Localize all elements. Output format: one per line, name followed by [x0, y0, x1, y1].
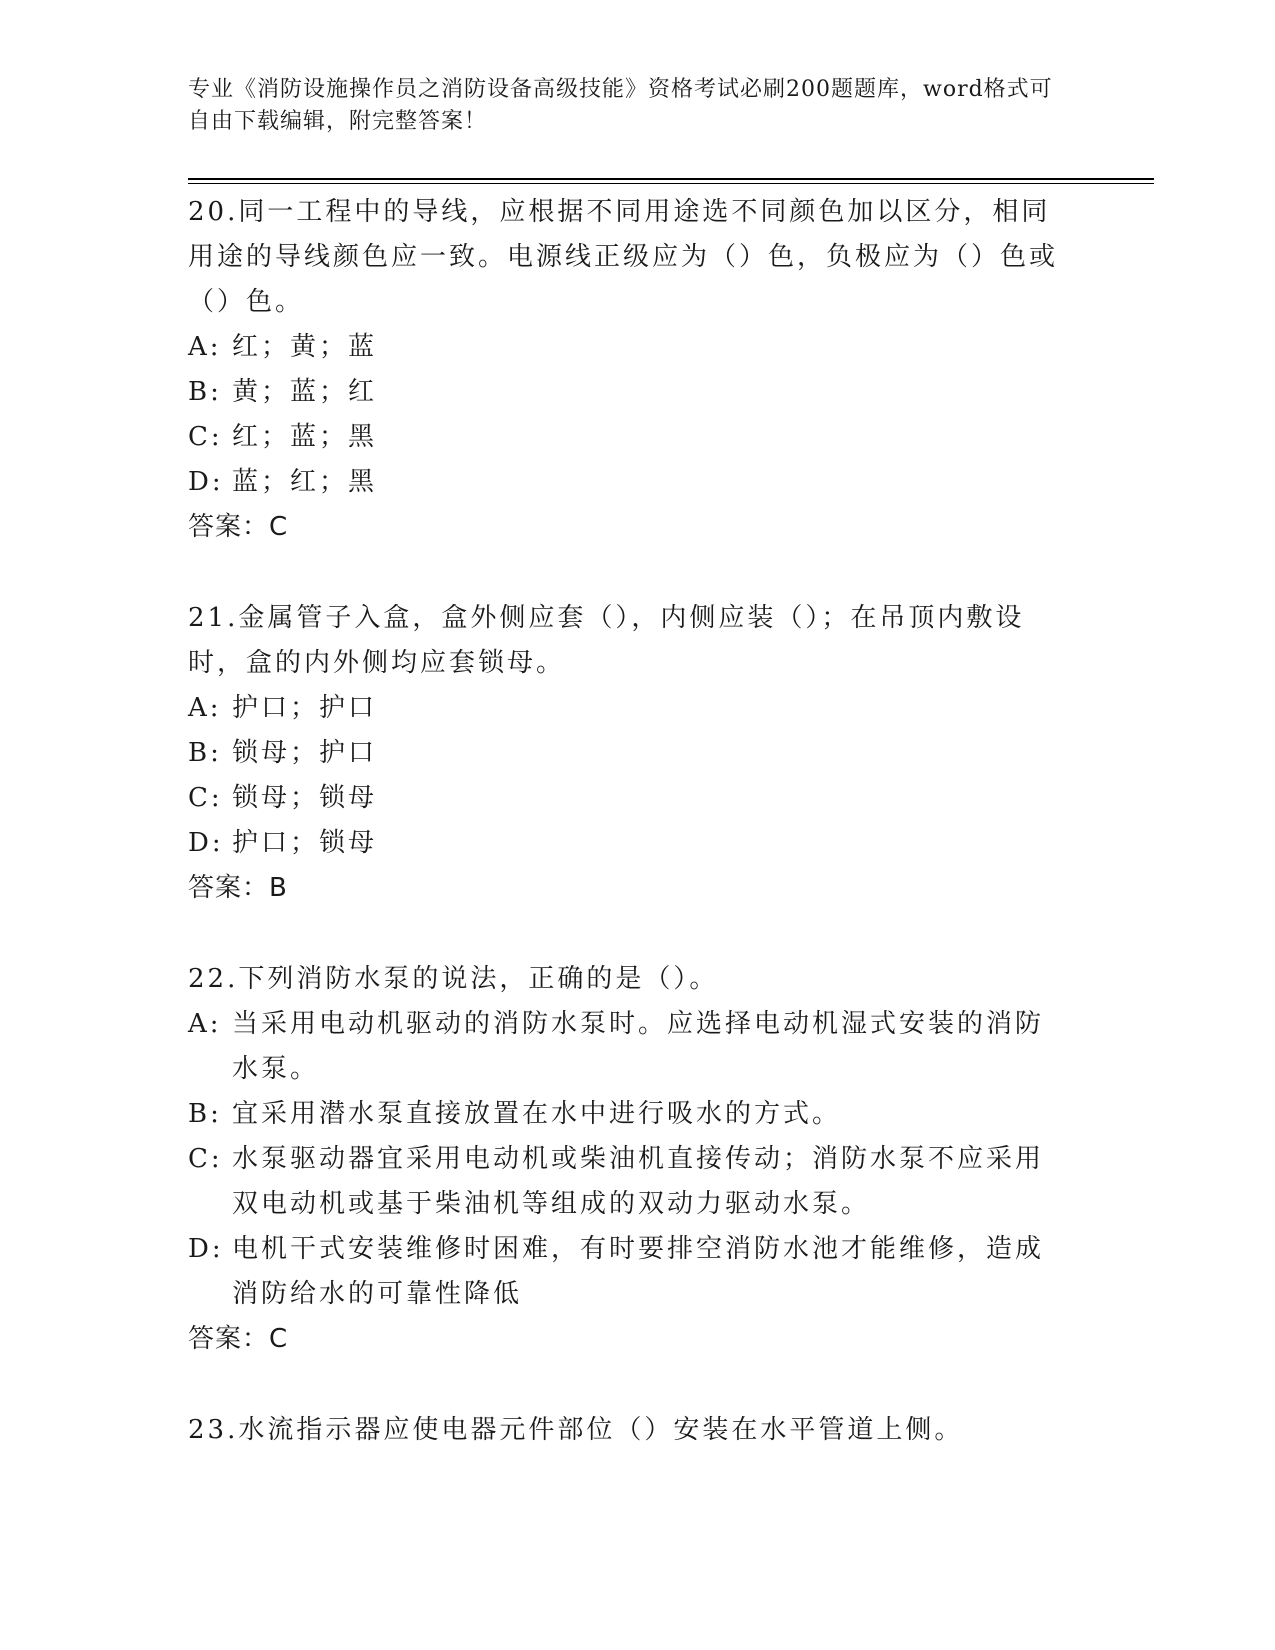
option-a [188, 1002, 1068, 1092]
question-stem: 21.金属管子入盒，盒外侧应套（），内侧应装（）；在吊顶内敷设时，盒的内外侧均应套锁母。 [188, 603, 1025, 678]
option-letter: C: [188, 783, 223, 813]
option-letter: B: [188, 377, 222, 407]
answer-line: 答案：C [188, 1324, 289, 1354]
option-letter: A: [188, 693, 222, 723]
answer-line: 答案：B [188, 873, 288, 903]
option-a [188, 325, 1068, 370]
question-22 [188, 957, 1068, 1362]
header-divider-thick [188, 178, 1154, 180]
option-text: 锁母；锁母 [232, 783, 378, 813]
option-letter: A: [188, 332, 222, 362]
option-c [188, 776, 1068, 821]
option-letter: C: [188, 422, 223, 452]
question-23 [188, 1408, 1068, 1453]
question-21 [188, 596, 1068, 911]
option-letter: D: [188, 467, 224, 497]
option-d [188, 1227, 1068, 1317]
option-letter: D: [188, 828, 224, 858]
option-text: 红；蓝；黑 [232, 422, 378, 452]
option-text: 当采用电动机驱动的消防水泵时。应选择电动机湿式安装的消防水泵。 [232, 1009, 1045, 1084]
option-b [188, 1092, 1068, 1137]
option-b [188, 370, 1068, 415]
question-stem: 20.同一工程中的导线，应根据不同用途选不同颜色加以区分，相同用途的导线颜色应一致。电源线正级应为（）色，负极应为（）色或（）色。 [188, 197, 1059, 317]
option-letter: C: [188, 1144, 223, 1174]
option-c [188, 1137, 1068, 1227]
question-stem: 23.水流指示器应使电器元件部位（）安装在水平管道上侧。 [188, 1415, 964, 1445]
answer-line: 答案：C [188, 512, 289, 542]
option-letter: D: [188, 1234, 224, 1264]
option-text: 黄；蓝；红 [232, 377, 378, 407]
option-text: 蓝；红；黑 [232, 467, 378, 497]
option-letter: A: [188, 1009, 222, 1039]
option-text: 护口；护口 [232, 693, 378, 723]
option-text: 护口；锁母 [232, 828, 378, 858]
option-text: 宜采用潜水泵直接放置在水中进行吸水的方式。 [232, 1099, 842, 1129]
question-20 [188, 190, 1068, 550]
option-d [188, 460, 1068, 505]
option-text: 红；黄；蓝 [232, 332, 378, 362]
document-header [188, 74, 1068, 138]
document-title: 专业《消防设施操作员之消防设备高级技能》资格考试必刷200题题库，word格式可自由下载编辑，附完整答案！ [188, 77, 1053, 134]
option-letter: B: [188, 738, 222, 768]
option-text: 锁母；护口 [232, 738, 378, 768]
option-c [188, 415, 1068, 460]
option-b [188, 731, 1068, 776]
option-d [188, 821, 1068, 866]
question-list [188, 190, 1068, 1499]
option-letter: B: [188, 1099, 222, 1129]
option-text: 水泵驱动器宜采用电动机或柴油机直接传动；消防水泵不应采用双电动机或基于柴油机等组成的双动力驱动水泵。 [232, 1144, 1045, 1219]
option-text: 电机干式安装维修时困难，有时要排空消防水池才能维修，造成消防给水的可靠性降低 [232, 1234, 1045, 1309]
option-a [188, 686, 1068, 731]
question-stem: 22.下列消防水泵的说法，正确的是（）。 [188, 964, 719, 994]
header-divider-thin [188, 183, 1154, 184]
